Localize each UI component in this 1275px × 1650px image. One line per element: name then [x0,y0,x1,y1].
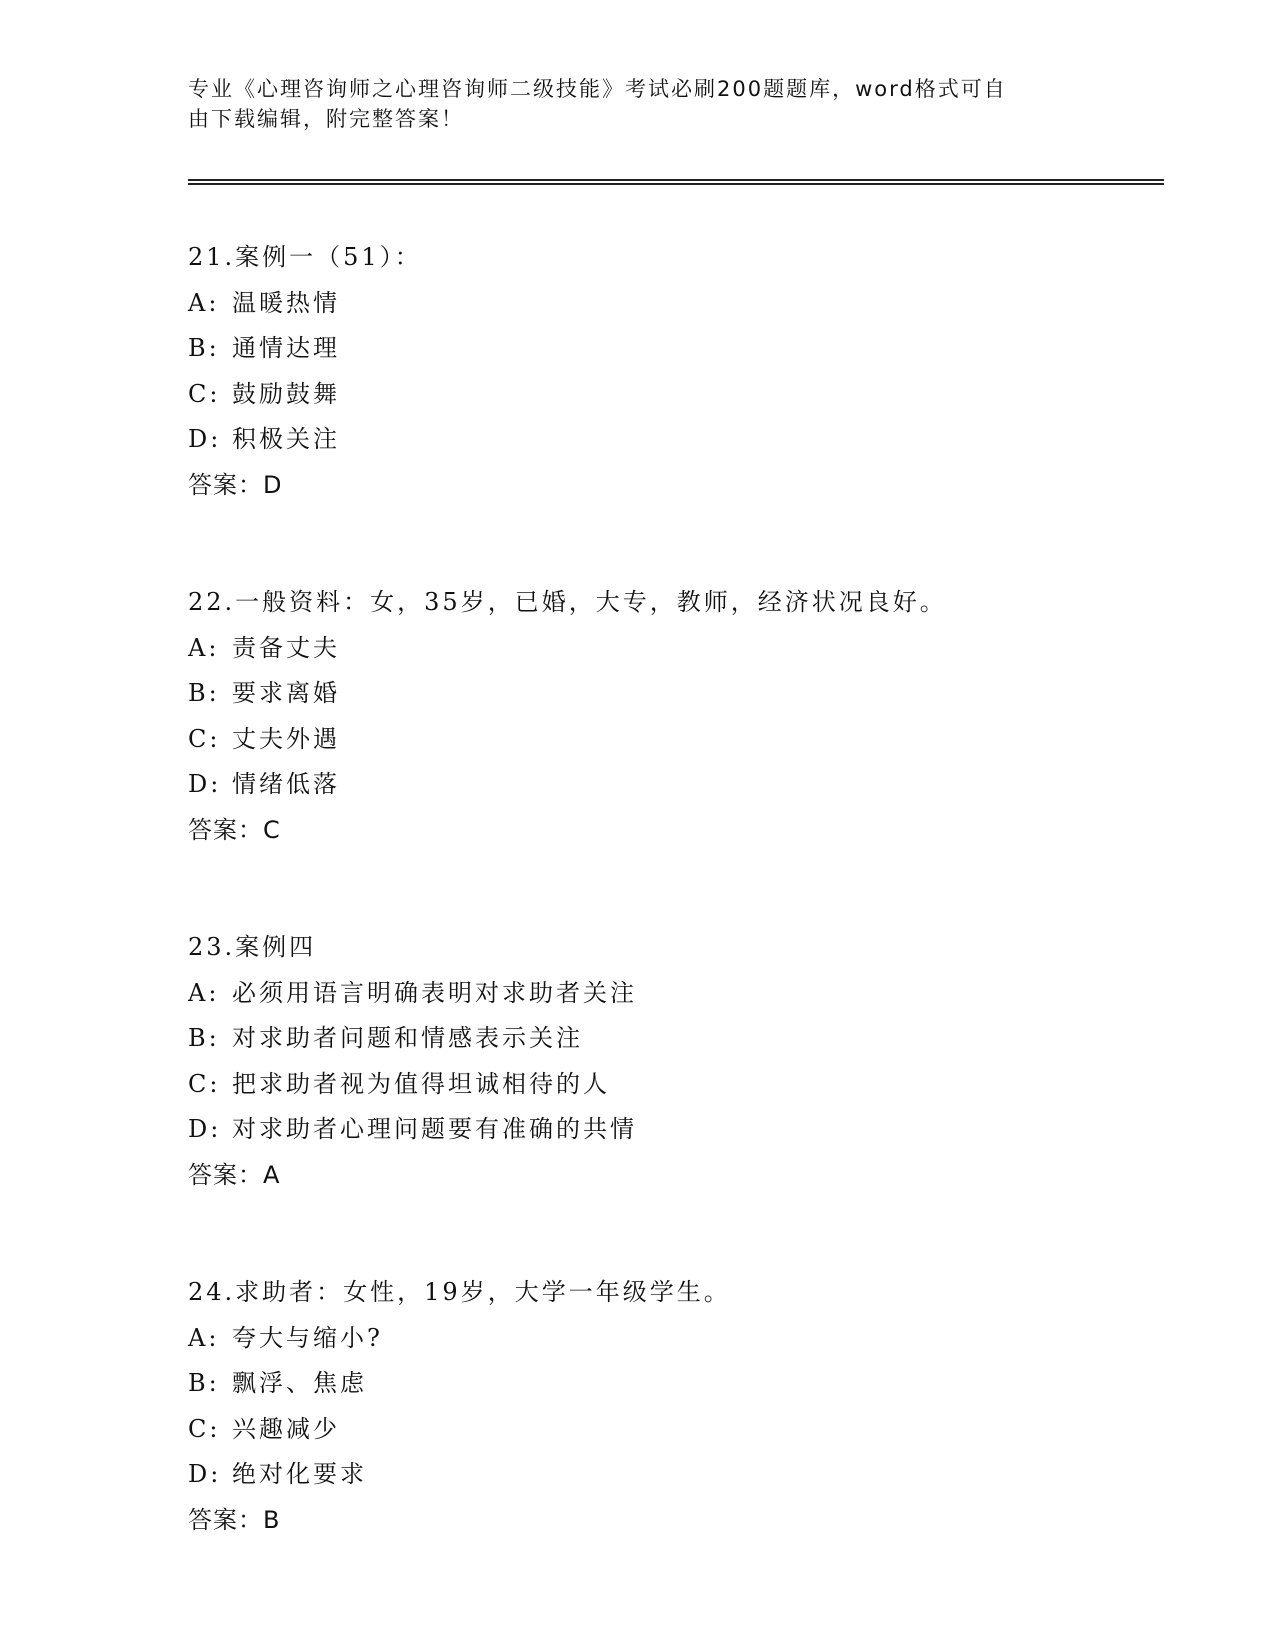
answer-line: 答案：B [188,1505,281,1534]
header-line-2: 由下载编辑，附完整答案！ [188,107,464,131]
option-text: 飘浮、焦虑 [232,1369,367,1397]
option-b [188,1361,1168,1407]
option-text: 责备丈夫 [232,633,340,662]
option-letter: B: [188,1024,220,1052]
option-text: 把求助者视为值得坦诚相待的人 [232,1069,610,1098]
option-text: 丈夫外遇 [232,724,340,753]
option-d [188,762,1168,808]
option-a [188,1316,1168,1362]
option-a [188,626,1168,672]
option-c [188,1062,1168,1108]
document-header [188,74,1068,134]
answer-line: 答案：A [188,1160,281,1189]
option-letter: C: [188,1069,221,1098]
option-b [188,1016,1168,1062]
option-text: 要求离婚 [232,679,340,707]
option-letter: C: [188,379,221,408]
question-23 [188,925,1168,1198]
question-22 [188,580,1168,853]
option-letter: D: [188,770,222,798]
question-list [188,235,1168,1615]
option-text: 鼓励鼓舞 [232,379,340,408]
option-b [188,326,1168,372]
option-letter: B: [188,679,220,707]
option-text: 对求助者问题和情感表示关注 [232,1024,583,1052]
option-c [188,372,1168,418]
question-stem: 22.一般资料：女，35岁，已婚，大专，教师，经济状况良好。 [188,588,947,616]
option-c [188,717,1168,763]
option-text: 夸大与缩小? [232,1323,383,1352]
option-text: 情绪低落 [232,770,340,798]
option-d [188,1452,1168,1498]
option-b [188,671,1168,717]
option-text: 必须用语言明确表明对求助者关注 [232,978,637,1007]
header-line-1: 专业《心理咨询师之心理咨询师二级技能》考试必刷200题题库，word格式可自 [188,77,1007,101]
question-stem: 21.案例一（51）： [188,243,422,271]
question-21 [188,235,1168,508]
option-letter: A: [188,978,220,1007]
option-text: 对求助者心理问题要有准确的共情 [232,1115,637,1143]
option-d [188,417,1168,463]
header-divider [188,179,1164,185]
option-d [188,1107,1168,1153]
option-text: 温暖热情 [232,288,340,317]
option-letter: D: [188,1460,222,1488]
option-c [188,1407,1168,1453]
option-letter: C: [188,1414,221,1443]
option-a [188,281,1168,327]
option-a [188,971,1168,1017]
option-text: 绝对化要求 [232,1460,367,1488]
option-letter: D: [188,425,222,453]
question-stem: 23.案例四 [188,933,317,961]
option-letter: A: [188,1323,220,1352]
answer-line: 答案：C [188,815,281,844]
option-text: 积极关注 [232,425,340,453]
answer-line: 答案：D [188,470,283,499]
option-text: 兴趣减少 [232,1414,340,1443]
option-letter: B: [188,1369,220,1397]
question-24 [188,1270,1168,1543]
question-stem: 24.求助者：女性，19岁，大学一年级学生。 [188,1278,731,1306]
option-letter: D: [188,1115,222,1143]
option-letter: A: [188,633,220,662]
option-letter: B: [188,334,220,362]
option-text: 通情达理 [232,334,340,362]
option-letter: C: [188,724,221,753]
option-letter: A: [188,288,220,317]
